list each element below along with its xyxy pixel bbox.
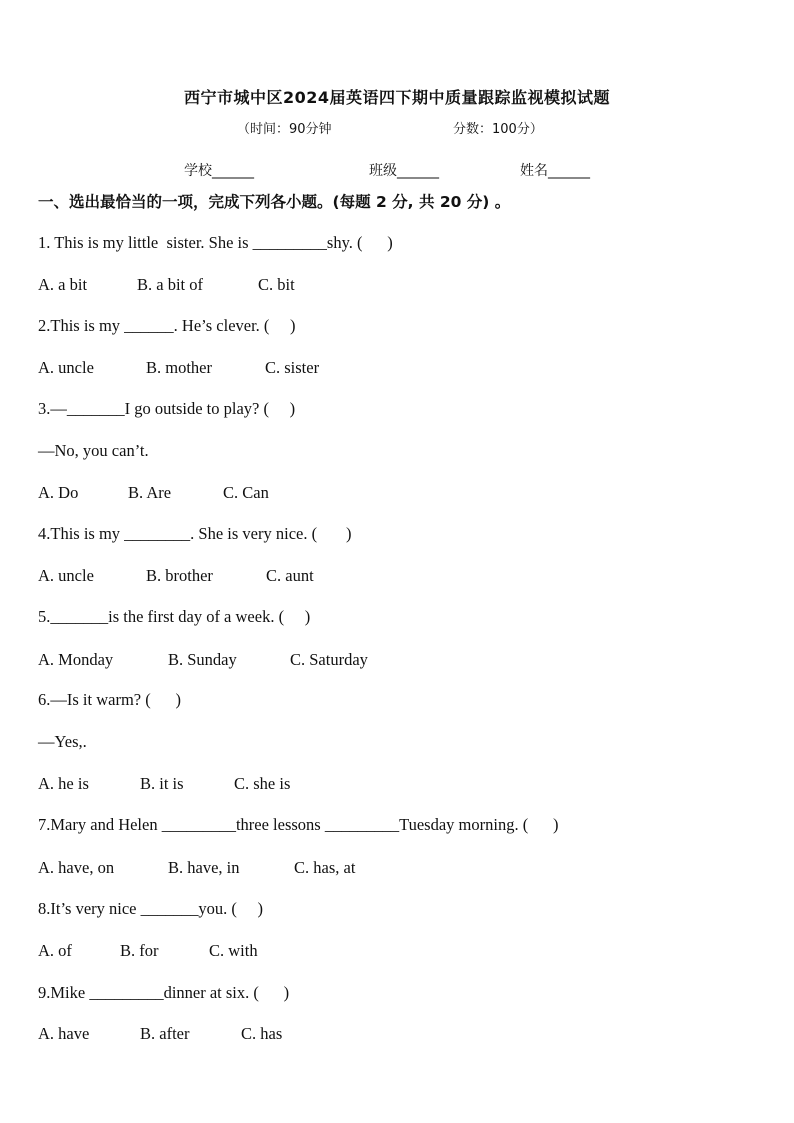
school-field: 学校______ (184, 163, 254, 179)
question-9-stem: 9.Mike _________dinner at six. ( ) (38, 983, 290, 1002)
class-field: 班级______ (369, 163, 439, 179)
question-6-option-b: B. it is (140, 774, 184, 793)
question-7-option-c: C. has, at (294, 858, 356, 877)
question-4-option-b: B. brother (146, 566, 213, 585)
question-5-option-b: B. Sunday (168, 650, 237, 669)
question-3-option-b: B. Are (128, 483, 172, 502)
question-6-stem: 6.—Is it warm? ( ) (38, 690, 181, 709)
question-9-option-c: C. has (241, 1024, 283, 1043)
question-6-option-a: A. he is (38, 774, 89, 793)
question-4-stem: 4.This is my ________. She is very nice. ( ) (38, 524, 352, 543)
question-4-option-a: A. uncle (38, 566, 94, 585)
question-3-stem: 3.—_______I go outside to play? ( ) (38, 399, 296, 418)
question-2-option-a: A. uncle (38, 358, 94, 377)
question-5-stem: 5._______is the first day of a week. ( ) (38, 607, 311, 626)
question-1-stem: 1. This is my little sister. She is _________shy. ( ) (38, 233, 393, 252)
question-7-stem: 7.Mary and Helen _________three lessons _________Tuesday morning. ( ) (38, 815, 559, 834)
question-3-option-a: A. Do (38, 483, 79, 502)
question-6-reply: —Yes,. (38, 732, 87, 751)
exam-time: （时间：90分钟 (237, 122, 332, 137)
question-1-option-c: C. bit (258, 275, 295, 294)
question-1-option-b: B. a bit of (137, 275, 203, 294)
question-7-option-a: A. have, on (38, 858, 115, 877)
question-6-option-c: C. she is (234, 774, 291, 793)
question-3-reply: —No, you can’t. (38, 441, 149, 460)
question-2-stem: 2.This is my ______. He’s clever. ( ) (38, 316, 296, 335)
question-8-option-c: C. with (209, 941, 258, 960)
question-2-option-b: B. mother (146, 358, 212, 377)
section-heading: 一、选出最恰当的一项，完成下列各小题。(每题 2 分, 共 20 分) 。 (38, 193, 511, 211)
question-8-stem: 8.It’s very nice _______you. ( ) (38, 899, 263, 918)
page-title: 西宁市城中区2024届英语四下期中质量跟踪监视模拟试题 (183, 88, 611, 107)
name-field: 姓名______ (520, 163, 590, 179)
question-9-option-a: A. have (38, 1024, 90, 1043)
question-5-option-c: C. Saturday (290, 650, 368, 669)
question-7-option-b: B. have, in (168, 858, 240, 877)
exam-score: 分数：100分） (453, 122, 543, 137)
question-5-option-a: A. Monday (38, 650, 114, 669)
question-3-option-c: C. Can (223, 483, 269, 502)
question-8-option-a: A. of (38, 941, 72, 960)
question-1-option-a: A. a bit (38, 275, 88, 294)
question-2-option-c: C. sister (265, 358, 320, 377)
question-9-option-b: B. after (140, 1024, 190, 1043)
question-8-option-b: B. for (120, 941, 159, 960)
question-4-option-c: C. aunt (266, 566, 314, 585)
